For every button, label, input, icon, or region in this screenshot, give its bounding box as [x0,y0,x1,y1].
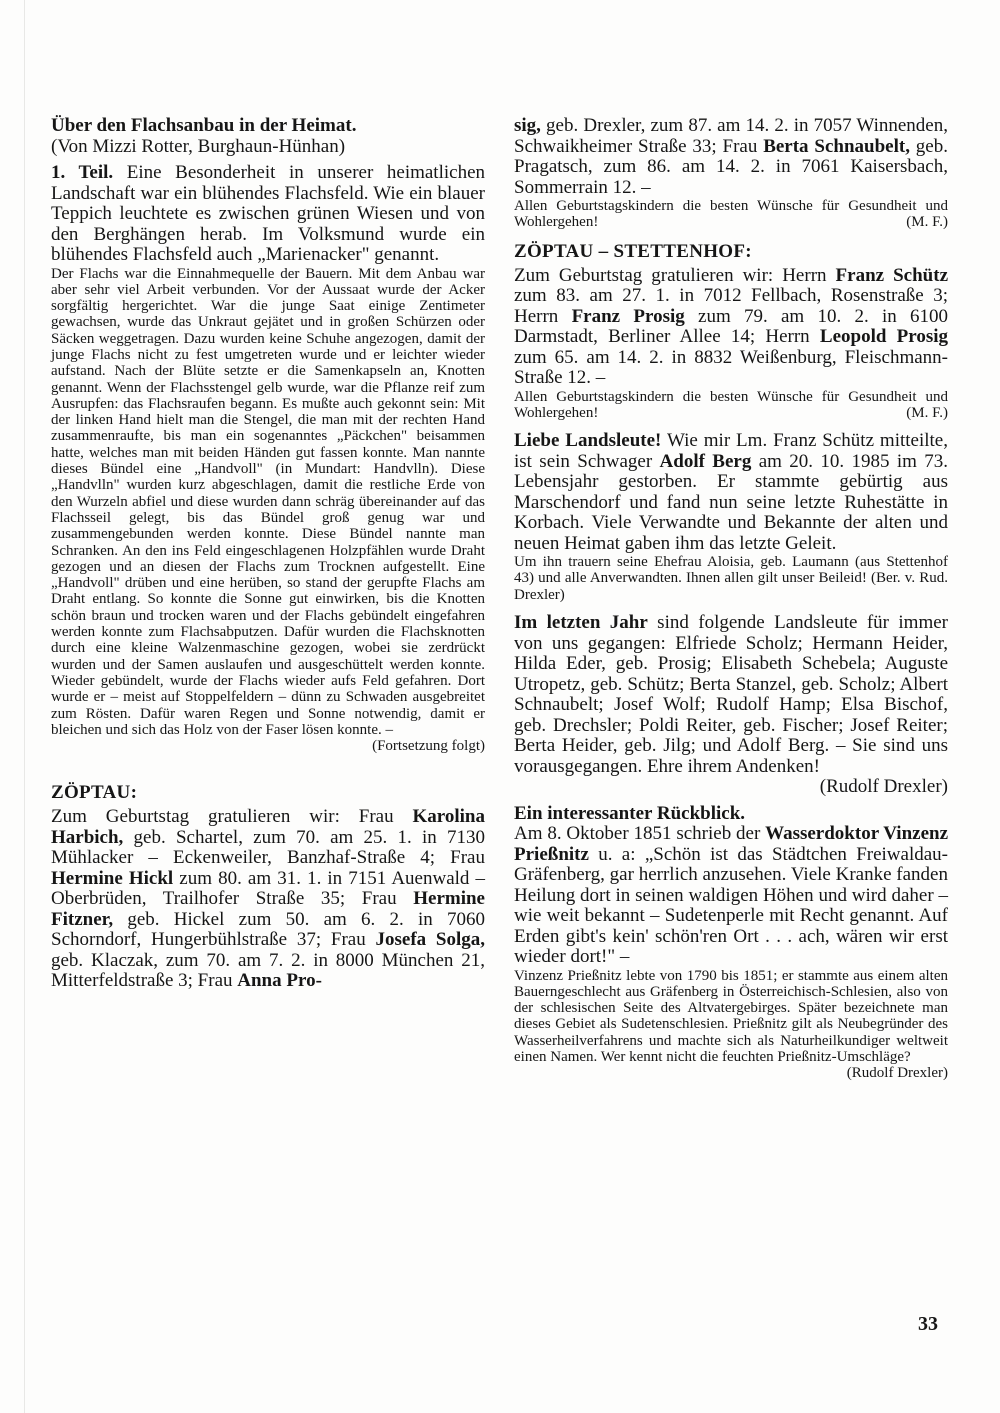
zoeptau-heading: ZÖPTAU: [51,782,138,804]
stettenhof-section [514,241,948,422]
stettenhof-birthdays [514,266,948,389]
name-franz-prosig: Franz Prosig [571,305,685,327]
signature-mf: (M. F.) [906,404,948,421]
stettenhof-heading: ZÖPTAU – STETTENHOF: [514,240,752,262]
name-hermine-fitzner: Hermine Fitzner, [51,888,485,930]
text-span: zum 80. am 31. 1. in 7151 Auenwald – Oberbrüden, Trailhofer Straße 35; Frau [51,867,485,910]
signature-rudolf-drexler: (Rudolf Drexler) [846,1065,948,1082]
text-span: Am 8. Oktober 1851 schrieb der [514,823,766,845]
wishes-text: Allen Geburtstagskindern die besten Wünsche für Gesundheit und Wohlergehen! [514,388,948,421]
flachsanbau-article [51,116,485,754]
priessnitz-quote [514,824,948,968]
article-intro [51,163,485,266]
text-span: Zum Geburtstag gratulieren wir: Frau [51,806,413,828]
name-anna-prosig-end: sig, [514,115,541,136]
deceased-list [514,613,948,777]
part-label: 1. Teil. [51,162,114,183]
letzten-jahr-section [514,613,948,798]
rueckblick-heading: Ein interessanter Rückblick. [514,802,746,824]
condolence-note: Um ihn trauern seine Ehefrau Aloisia, geb. Laumann (aus Stettenhof 43) und alle Anverwandten. Ihnen allen gilt unser Beileid! (Ber. v. Rud. Drexler) [514,554,948,603]
article-body: Der Flachs war die Einnahmequelle der Bauern. Mit dem Anbau war aber sehr viel Arbeit verbunden. Vor der Aussaat wurde der Acker sorgfältig hergerichtet. War die junge Saat einige Zentimeter gewachsen, wurde das Unkraut gejätet und in großen Schürzen oder Säcken weggetragen. Dazu wurden keine Schuhe angezogen, damit der junge Flachs nicht zu fest umgetreten wurde und er leichter wieder aufstand. Nach der Blüte setzte er die Samenkapseln an, Knotten genannt. Wenn der Flachsstengel gelb wurde, war die Pflanze reif zum Ausrupfen: das Flachsraufen begann. Es mußte auch gekonnt sein: Mit der linken Hand hielt man die Stengel, die man mit der rechten Hand zusammenraufte, bis man ein sogenanntes „Päckchen" beisammen hatte, welches man mit beiden Händen gut fassen konnte. Man nannte dieses Bündel eine „Handvoll" (in Mundart: Handvlln). Diese „Handvlln" wurden kurz abgeschlagen, damit die restliche Erde von den Wurzeln abfiel und diese wurden dann schräg übereinander auf das Flachsseil gelegt, bis das Bündel groß genug war und zusammengebunden werden konnte. Diese Bündel nannte man Schranken. An den ins Feld eingeschlagenen Holzpfählen wurde Draht gezogen und an diesen der Flachs zum Trocknen aufgestellt. Eine „Handvoll" drüben und eine herüben, so stand der gerupfte Flachs am Draht entlang. So konnte die Sonne gut einwirken, bis die Knotten schön braun und trocken waren und der Flachs gebündelt eingefahren werden konnte zum Flachsabputzen. Dafür wurden die Flachsknotten durch eine kleine Walzenmaschine gezogen, wobei sie zerdrückt wurden und der Samen auslaufen und ausgeschüttelt werden konnte. Wieder gebündelt, wurde der Flachs wieder aufs Feld gefahren. Dort wurde er – meist auf Stoppelfeldern – dünn zu Schwaden ausgebreitet zum Rösten. Dafür waren Regen und Sonne notwendig, damit er bleichen und sich das Holz von der Faser lösen konnte. – [51,265,485,738]
name-anna-prosig-start: Anna Pro- [237,970,322,992]
text-span: geb. Schartel, zum 70. am 25. 1. in 7130 Mühlacker – Eckenweiler, Banzhaf-Straße 4; Frau [51,826,485,869]
priessnitz-bio [514,967,948,1082]
zoeptau-continued [514,116,948,231]
left-column [51,116,485,1006]
obituary-adolf-berg [514,431,948,554]
scan-edge-line [24,0,25,1413]
article-title: Über den Flachsanbau in der Heimat. [51,115,357,136]
birthdays-continued [514,116,948,198]
bio-text: Vinzenz Prießnitz lebte von 1790 bis 1851; er stammte aus einem alten Bauerngeschlecht aus Gräfenberg in Österreichisch-Schlesien, also von der schlesischen Seite des Altvatergebirges. Später bezeichnete man dieses Gebiet als Sudetenschlesien. Prießnitz gilt als Neubegründer des Wasserheilverfahrens und machte sich als Naturheilkundiger weltweit einen Namen. Wer kennt nicht die feuchten Prießnitz-Umschläge? [514,967,948,1066]
lead-im-letzten-jahr: Im letzten Jahr [514,612,648,634]
lead-liebe-landsleute: Liebe Landsleute! [514,430,662,452]
text-span: zum 65. am 14. 2. in 8832 Weißenburg, Fleischmann-Straße 12. – [514,346,948,389]
text-span: geb. Klaczak, zum 70. am 7. 2. in 8000 München 21, Mitterfeldstraße 3; Frau [51,949,485,992]
text-span: Zum Geburtstag gratulieren wir: Herrn [514,264,836,286]
rueckblick-section [514,802,948,1082]
name-karolina-harbich: Karolina Harbich, [51,806,485,848]
landsleute-section [514,431,948,603]
right-column [514,116,948,1082]
wishes-line [514,389,948,422]
zoeptau-section [51,782,485,992]
name-josefa-solga: Josefa Solga, [375,929,486,951]
text-span: u. a: „Schön ist das Städtchen Freiwaldau-Gräfenberg, gar herrlich anzusehen. Viele Kranke fanden Heilung dort in seinen waldigen Höhen und wird daher – wie weit bekannt – Sudetenperle mit Recht genannt. Auf Erden gibt's kein' schön'ren Ort . . . ach, wären wir erst wieder dort!" – [514,843,948,968]
text-span: zum 79. am 10. 2. in 6100 Darmstadt, Berliner Allee 14; Herrn [514,305,949,348]
name-vinzenz-priessnitz: Wasserdoktor Vinzenz Prießnitz [514,823,948,865]
text-span: zum 83. am 27. 1. in 7012 Fellbach, Rosenstraße 3; Herrn [514,285,948,327]
article-byline: (Von Mizzi Rotter, Burghaun-Hünhan) [51,135,346,157]
text-span: geb. Pragatsch, zum 86. am 14. 2. in 7061 Kaisersbach, Sommerrain 12. – [514,135,948,198]
text-span: sind folgende Landsleute für immer von uns gegangen: Elfriede Scholz; Hermann Heider, Hilda Eder, geb. Prosig; Elisabeth Schebela; Auguste Utropetz, geb. Schütz; Berta Stanzel, geb. Scholz; Albert Schnaubelt; Josef Wolf; Rudolf Hamp; Elsa Bischof, geb. Drechsler; Poldi Reiter, geb. Fischer; Josef Reiter; Berta Heider, geb. Jilg; und Adolf Berg. – Sie sind uns vorausgegangen. Ehre ihrem Andenken! [514,612,948,777]
signature-rudolf-drexler: (Rudolf Drexler) [819,776,948,798]
intro-text: Eine Besonderheit in unserer heimatlichen Landschaft war ein blühendes Flachsfeld. Wie ein blauer Teppich leuchtete es zwischen grünen Wiesen und von den Berghängen herab. Im Volksmund wurde ein blühendes Flachsfeld auch „Marienacker" genannt. [51,162,486,265]
wishes-text: Allen Geburtstagskindern die besten Wünsche für Gesundheit und Wohlergehen! [514,198,948,231]
page-number: 33 [918,1313,938,1335]
wishes-line [514,198,948,231]
text-span: am 20. 10. 1985 im 73. Lebensjahr gestorben. Er stammte gebürtig aus Marschendorf und fand nun seine letzte Ruhestätte in Korbach. Viele Verwandte und Bekannte der alten und neuen Heimat gaben ihm das letzte Geleit. [514,450,948,554]
name-leopold-prosig: Leopold Prosig [819,326,948,348]
name-berta-schnaubelt: Berta Schnaubelt, [763,135,910,157]
continuation-note: (Fortsetzung folgt) [372,738,485,755]
text-span: geb. Hickel zum 50. am 6. 2. in 7060 Schorndorf, Hungerbühlstraße 37; Frau [51,908,485,951]
name-hermine-hickl: Hermine Hickl [51,867,174,889]
name-franz-schuetz: Franz Schütz [835,264,948,286]
zoeptau-birthdays [51,807,485,992]
signature-mf: (M. F.) [906,214,948,231]
name-adolf-berg: Adolf Berg [659,450,752,472]
text-span: geb. Drexler, zum 87. am 14. 2. in 7057 Winnenden, Schwaikheimer Straße 33; Frau [514,115,948,157]
text-span: Wie mir Lm. Franz Schütz mitteilte, ist sein Schwager [514,430,948,472]
